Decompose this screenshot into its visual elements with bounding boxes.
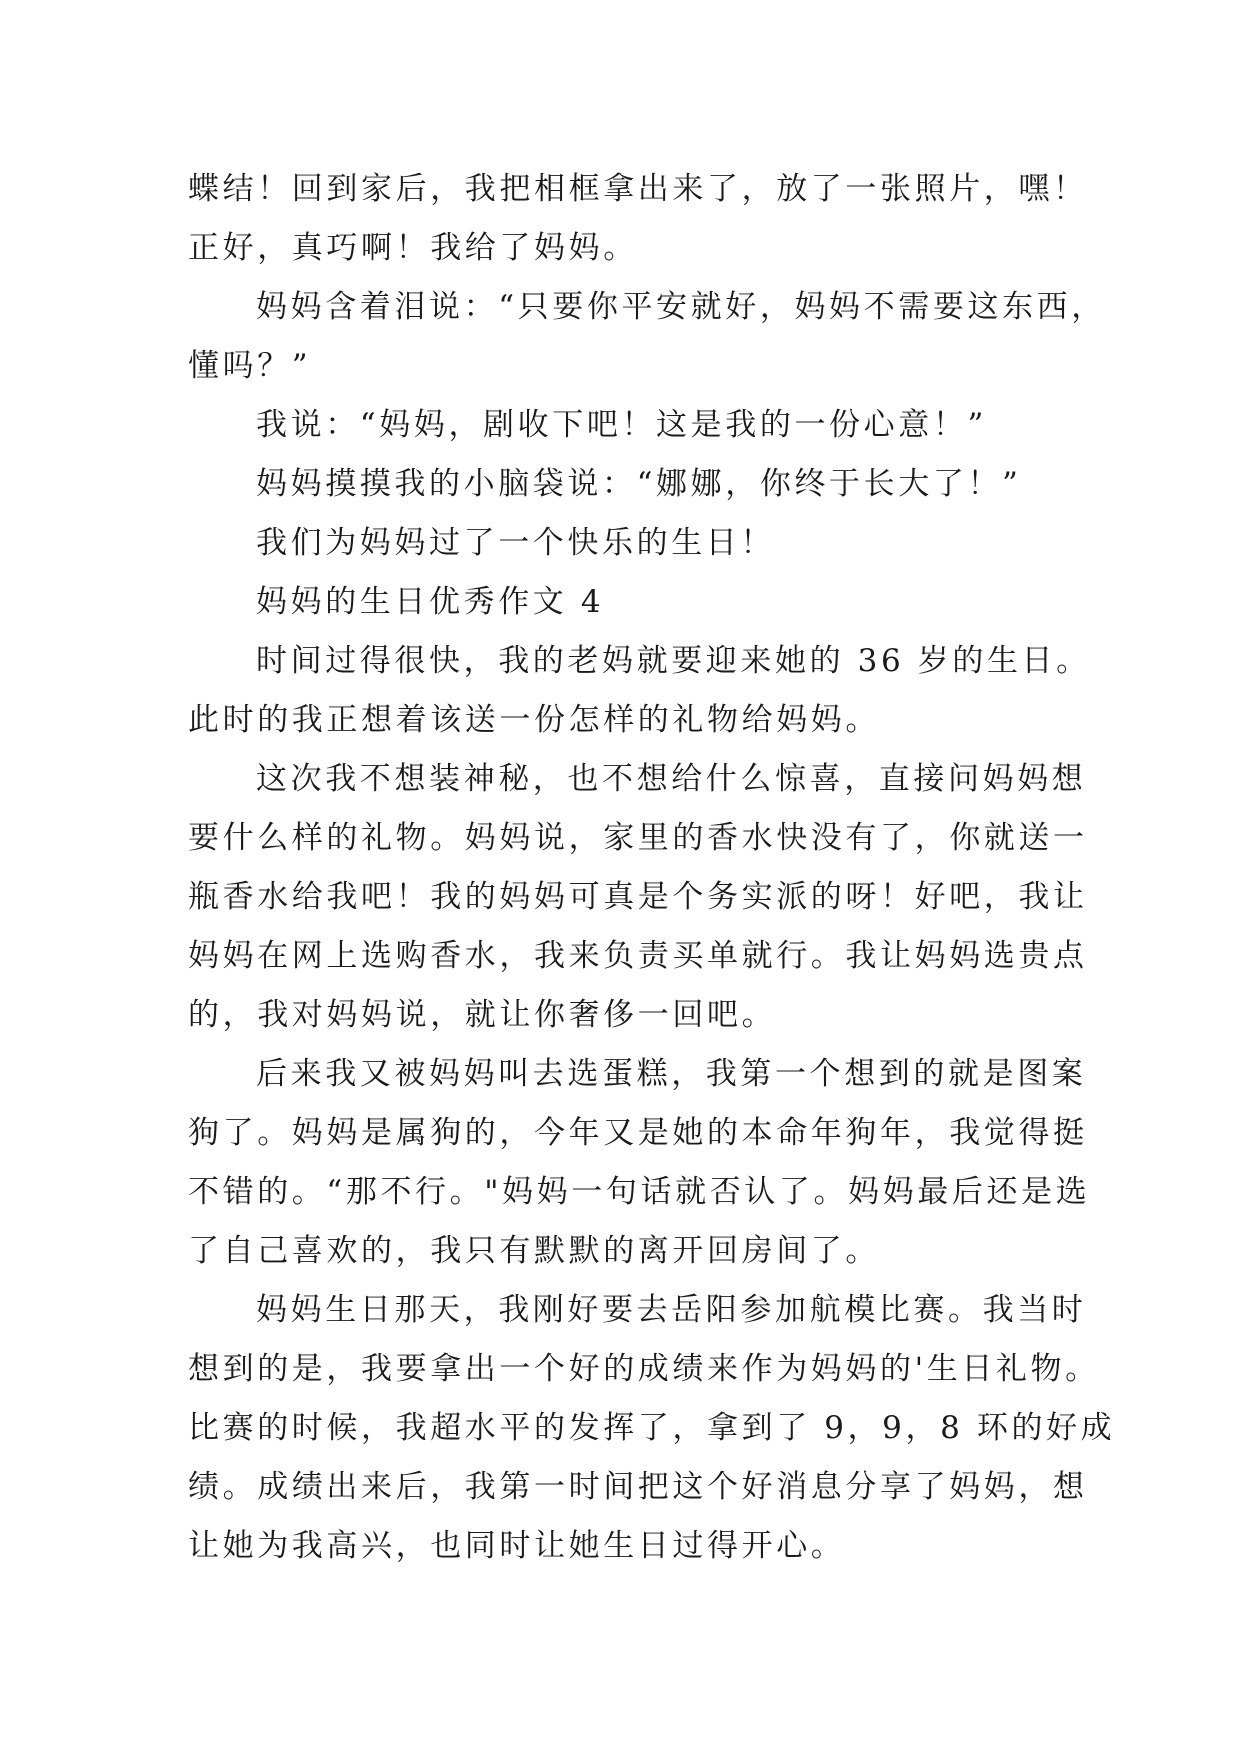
text-line: 妈妈的生日优秀作文 4 (256, 584, 605, 620)
text-line: 我们为妈妈过了一个快乐的生日！ (256, 525, 775, 561)
paragraph (188, 396, 1068, 455)
text-line: 让她为我高兴，也同时让她生日过得开心。 (188, 1528, 846, 1564)
paragraph (188, 455, 1068, 514)
paragraph (188, 750, 1088, 1045)
text-line: 妈妈含着泪说：“只要你平安就好，妈妈不需要这东西， (256, 289, 1106, 325)
paragraph (188, 1281, 1116, 1576)
text-line: 的，我对妈妈说，就让你奢侈一回吧。 (188, 997, 777, 1033)
text-line: 比赛的时候，我超水平的发挥了，拿到了 9，9，8 环的好成 (188, 1410, 1116, 1446)
text-line: 了自己喜欢的，我只有默默的离开回房间了。 (188, 1233, 880, 1269)
text-line: 此时的我正想着该送一份怎样的礼物给妈妈。 (188, 702, 880, 738)
paragraph (188, 278, 1106, 396)
text-line: 后来我又被妈妈叫去选蛋糕，我第一个想到的就是图案 (256, 1056, 1087, 1092)
text-line: 要什么样的礼物。妈妈说，家里的香水快没有了，你就送一 (188, 820, 1088, 856)
section-heading (188, 573, 1068, 632)
text-line: 妈妈摸摸我的小脑袋说：“娜娜，你终于长大了！” (256, 466, 1022, 502)
paragraph (188, 632, 1091, 750)
text-line: 瓶香水给我吧！我的妈妈可真是个务实派的呀！好吧，我让 (188, 879, 1088, 915)
text-line: 狗了。妈妈是属狗的，今年又是她的本命年狗年，我觉得挺 (188, 1115, 1088, 1151)
text-line: 绩。成绩出来后，我第一时间把这个好消息分享了妈妈，想 (188, 1469, 1088, 1505)
text-line: 这次我不想装神秘，也不想给什么惊喜，直接问妈妈想 (256, 761, 1087, 797)
paragraph (188, 514, 1068, 573)
text-line: 妈妈在网上选购香水，我来负责买单就行。我让妈妈选贵点 (188, 938, 1088, 974)
paragraph (188, 160, 1088, 278)
text-line: 我说：“妈妈，剧收下吧！这是我的一份心意！” (256, 407, 987, 443)
text-line: 正好，真巧啊！我给了妈妈。 (188, 230, 638, 266)
text-line: 不错的。“那不行。"妈妈一句话就否认了。妈妈最后还是选 (188, 1174, 1091, 1210)
document-body (188, 160, 1116, 1576)
text-line: 妈妈生日那天，我刚好要去岳阳参加航模比赛。我当时 (256, 1292, 1087, 1328)
paragraph (188, 1045, 1091, 1281)
text-line: 懂吗？” (188, 348, 312, 384)
text-line: 时间过得很快，我的老妈就要迎来她的 36 岁的生日。 (256, 643, 1091, 679)
text-line: 蝶结！回到家后，我把相框拿出来了，放了一张照片，嘿！ (188, 171, 1088, 207)
text-line: 想到的是，我要拿出一个好的成绩来作为妈妈的'生日礼物。 (188, 1351, 1100, 1387)
